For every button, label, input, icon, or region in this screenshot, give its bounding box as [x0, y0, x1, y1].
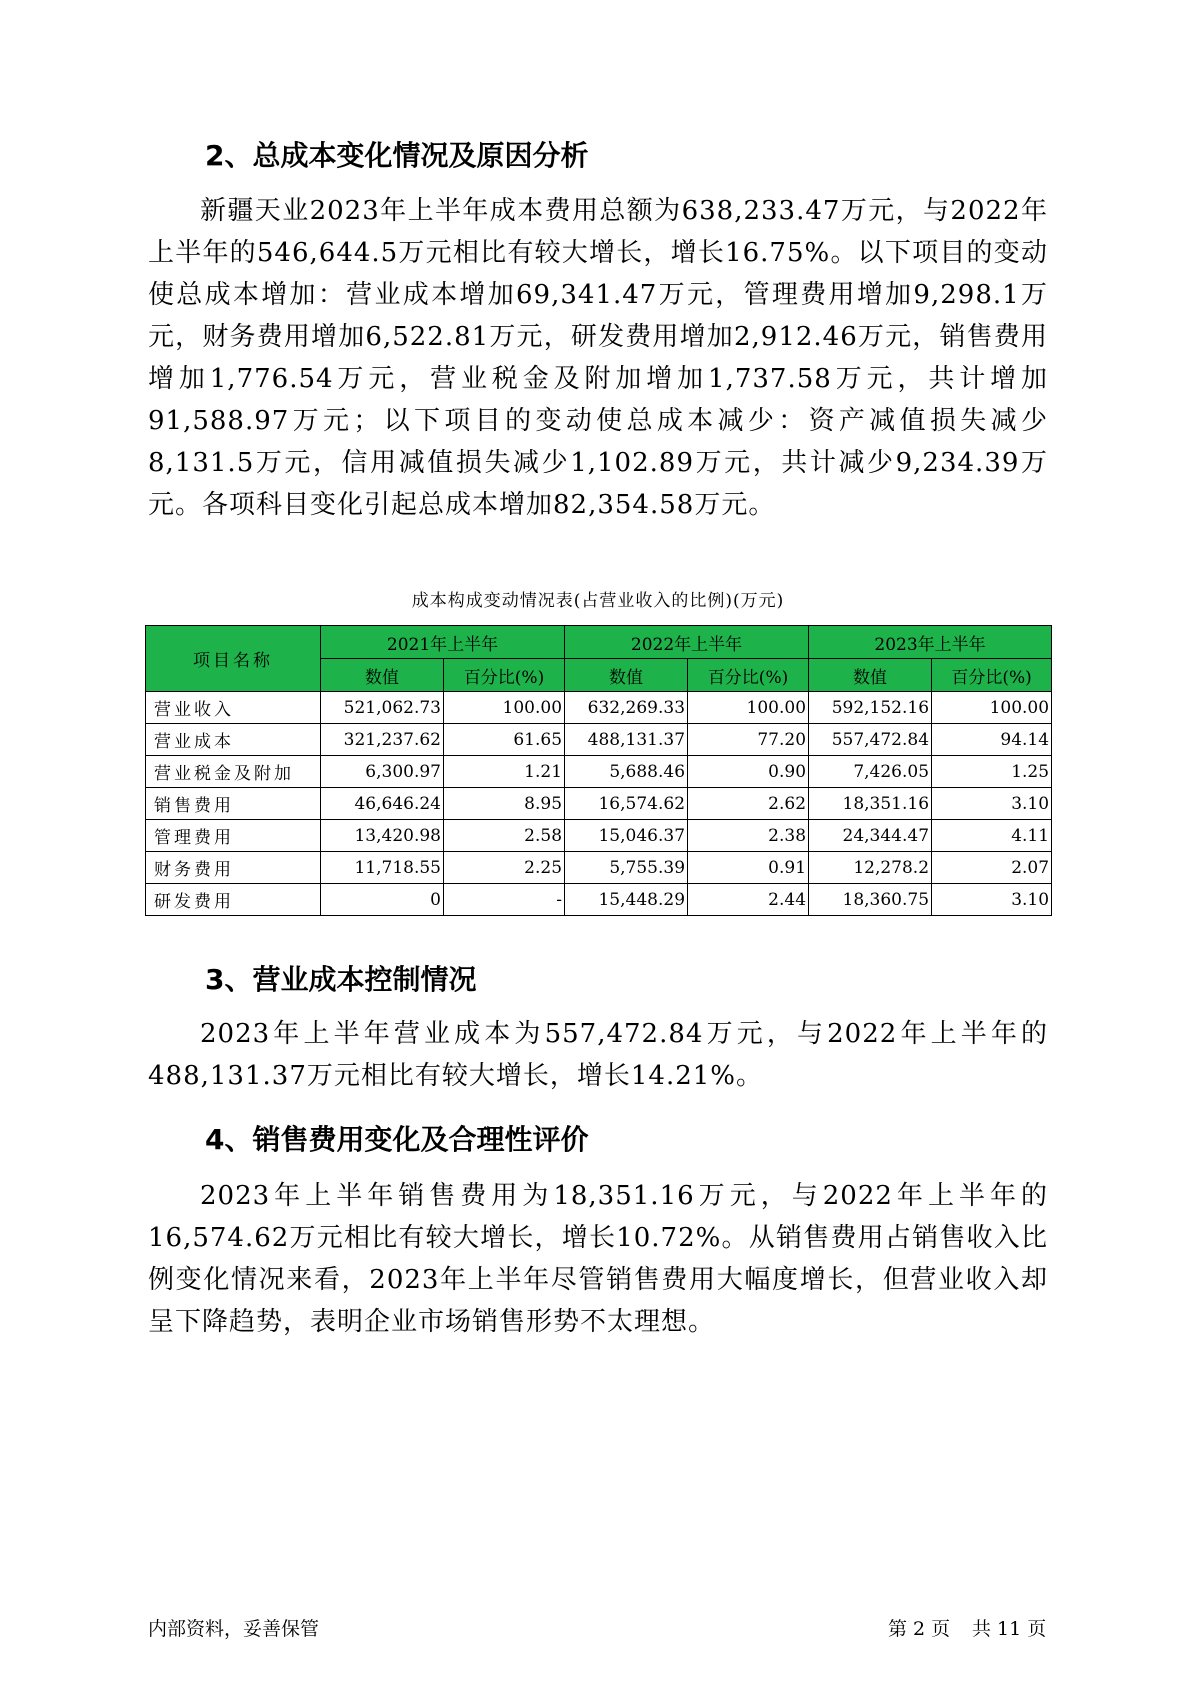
cell-value: 18,360.75: [809, 884, 932, 916]
cell-percent: 3.10: [932, 884, 1052, 916]
cost-structure-table: [145, 625, 1052, 916]
row-label: 营业收入: [146, 692, 321, 724]
cell-percent: 77.20: [688, 724, 809, 756]
row-label: 销售费用: [146, 788, 321, 820]
footer-confidential-note: 内部资料，妥善保管: [148, 1618, 320, 1640]
cell-percent: 1.21: [444, 756, 565, 788]
cell-value: 6,300.97: [321, 756, 444, 788]
footer-total-pages: 共 11 页: [972, 1618, 1047, 1640]
header-item-name: 项目名称: [146, 626, 321, 692]
cell-value: 15,046.37: [565, 820, 688, 852]
cell-percent: -: [444, 884, 565, 916]
table-row: [146, 852, 1052, 884]
cell-percent: 100.00: [932, 692, 1052, 724]
subheader-value: 数值: [565, 659, 688, 692]
table-row: [146, 724, 1052, 756]
cell-value: 5,755.39: [565, 852, 688, 884]
cell-value: 16,574.62: [565, 788, 688, 820]
cell-value: 632,269.33: [565, 692, 688, 724]
cell-percent: 8.95: [444, 788, 565, 820]
cell-value: 18,351.16: [809, 788, 932, 820]
cell-value: 46,646.24: [321, 788, 444, 820]
cell-value: 321,237.62: [321, 724, 444, 756]
cell-percent: 94.14: [932, 724, 1052, 756]
cell-percent: 61.65: [444, 724, 565, 756]
table-row: [146, 692, 1052, 724]
table-caption: 成本构成变动情况表(占营业收入的比例)(万元): [411, 591, 785, 611]
cell-percent: 0.91: [688, 852, 809, 884]
subheader-value: 数值: [809, 659, 932, 692]
cell-percent: 0.90: [688, 756, 809, 788]
cell-value: 11,718.55: [321, 852, 444, 884]
cell-percent: 100.00: [444, 692, 565, 724]
subheader-percent: 百分比(%): [688, 659, 809, 692]
paragraph-operating-cost: 2023年上半年营业成本为557,472.84万元，与2022年上半年的488,131.37万元相比有较大增长，增长14.21%。: [148, 1019, 1048, 1091]
cell-value: 0: [321, 884, 444, 916]
subheader-percent: 百分比(%): [932, 659, 1052, 692]
table-row: [146, 788, 1052, 820]
cell-percent: 2.44: [688, 884, 809, 916]
cell-value: 5,688.46: [565, 756, 688, 788]
cell-value: 557,472.84: [809, 724, 932, 756]
cell-percent: 100.00: [688, 692, 809, 724]
row-label: 管理费用: [146, 820, 321, 852]
cell-percent: 2.58: [444, 820, 565, 852]
row-label: 研发费用: [146, 884, 321, 916]
cell-value: 521,062.73: [321, 692, 444, 724]
header-period-2023: 2023年上半年: [809, 626, 1052, 659]
cell-value: 7,426.05: [809, 756, 932, 788]
table-header-row: [146, 626, 1052, 659]
cell-value: 13,420.98: [321, 820, 444, 852]
table-row: [146, 820, 1052, 852]
paragraph-sales-expense: 2023年上半年销售费用为18,351.16万元，与2022年上半年的16,574.62万元相比有较大增长，增长10.72%。从销售费用占销售收入比例变化情况来看，2023年上半年尽管销售费用大幅度增长，但营业收入却呈下降趋势，表明企业市场销售形势不太理想。: [148, 1181, 1048, 1337]
row-label: 营业成本: [146, 724, 321, 756]
subheader-value: 数值: [321, 659, 444, 692]
cell-percent: 2.38: [688, 820, 809, 852]
section-heading-sales-expense: 4、销售费用变化及合理性评价: [205, 1123, 589, 1156]
table-row: [146, 884, 1052, 916]
table-row: [146, 756, 1052, 788]
cell-percent: 2.07: [932, 852, 1052, 884]
section-heading-operating-cost: 3、营业成本控制情况: [205, 963, 477, 996]
row-label: 营业税金及附加: [146, 756, 321, 788]
cell-value: 12,278.2: [809, 852, 932, 884]
cell-percent: 4.11: [932, 820, 1052, 852]
cell-value: 488,131.37: [565, 724, 688, 756]
cell-percent: 1.25: [932, 756, 1052, 788]
subheader-percent: 百分比(%): [444, 659, 565, 692]
footer-page-number: 第 2 页: [888, 1618, 951, 1640]
header-period-2022: 2022年上半年: [565, 626, 809, 659]
cell-percent: 2.62: [688, 788, 809, 820]
section-heading-total-cost: 2、总成本变化情况及原因分析: [205, 139, 589, 172]
cell-percent: 2.25: [444, 852, 565, 884]
cell-value: 24,344.47: [809, 820, 932, 852]
row-label: 财务费用: [146, 852, 321, 884]
cell-value: 15,448.29: [565, 884, 688, 916]
header-period-2021: 2021年上半年: [321, 626, 565, 659]
paragraph-total-cost: 新疆天业2023年上半年成本费用总额为638,233.47万元，与2022年上半年的546,644.5万元相比有较大增长，增长16.75%。以下项目的变动使总成本增加：营业成本增加69,341.47万元，管理费用增加9,298.1万元，财务费用增加6,522.81万元，研发费用增加2,912.46万元，销售费用增加1,776.54万元，营业税金及附加增加1,737.58万元，共计增加91,588.97万元；以下项目的变动使总成本减少：资产减值损失减少8,131.5万元，信用减值损失减少1,102.89万元，共计减少9,234.39万元。各项科目变化引起总成本增加82,354.58万元。: [148, 196, 1048, 520]
cell-value: 592,152.16: [809, 692, 932, 724]
cell-percent: 3.10: [932, 788, 1052, 820]
